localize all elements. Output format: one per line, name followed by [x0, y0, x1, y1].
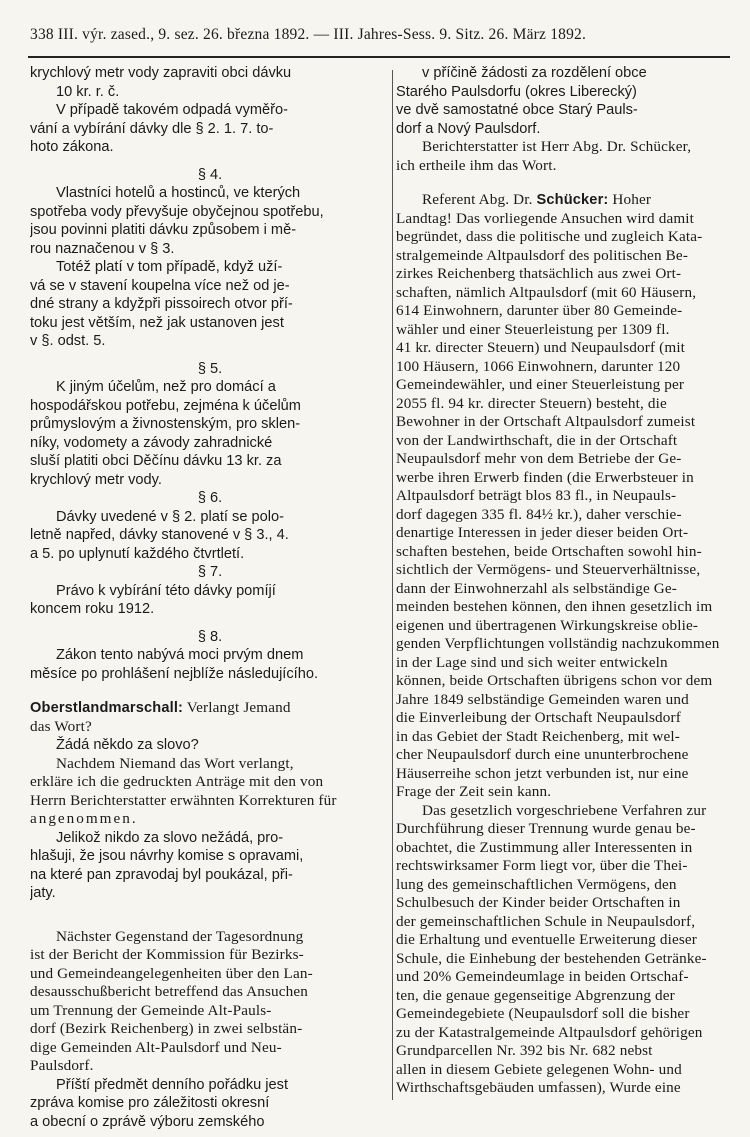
- text-line: v §. odst. 5.: [30, 333, 106, 349]
- text-line: die Einverleibung der Ortschaft Neupaulsdorf: [396, 709, 681, 726]
- text-line: Jahre 1849 selbständige Gemeinden waren und: [396, 690, 689, 708]
- text-line: na které pan zpravodaj byl poukázal, při-: [30, 866, 293, 883]
- text-line: werbe ihren Erwerb finden (die Erwerbsteuer in: [396, 468, 694, 486]
- text-line: letně napřed, dávky stanovené v § 3., 4.: [30, 527, 289, 543]
- text-line: Totéž platí v tom případě, když uží-: [56, 259, 283, 275]
- text-line: průmyslovým a živnostenským, pro sklen-: [30, 416, 301, 432]
- text-line: a 5. po uplynutí každého čtvrtletí.: [30, 545, 245, 562]
- text-line: wähler und einer Steuerleistung per 1309 fl.: [396, 320, 670, 338]
- text-line: Schule, die Einhebung der bestehenden Getränke-: [396, 949, 707, 967]
- text-line: dné strany a kdyžpři pissoirech otvor pří-: [30, 296, 293, 312]
- text-line: und Gemeindeangelegenheiten über den Lan-: [30, 964, 313, 982]
- section-heading: § 8.: [197, 628, 223, 645]
- text-line: dorf (Bezirk Reichenberg) in zwei selbstän-: [30, 1020, 303, 1037]
- text-line: Nachdem Niemand das Wort verlangt,: [56, 754, 294, 772]
- text-line: Altpaulsdorf beträgt blos 83 fl., in Neupauls-: [396, 487, 677, 504]
- text-line: Vlastníci hotelů a hostinců, ve kterých: [56, 185, 301, 201]
- text-line: toku jest větším, než jak ustanoven jest: [30, 314, 284, 331]
- rapporteur-name: Schücker:: [536, 192, 609, 208]
- text-line: Herrn Berichterstatter erwähnten Korrekturen für: [30, 791, 337, 809]
- text-line: das Wort?: [30, 717, 92, 735]
- text-line: sluší platiti obci Děčínu dávku 13 kr. za: [30, 453, 282, 469]
- text-line: Berichterstatter ist Herr Abg. Dr. Schücker,: [422, 138, 692, 155]
- text-line: Schulbesuch der Kinder beider Ortschaften in: [396, 894, 681, 911]
- text-line: stralgemeinde Altpaulsdorf des politischen Be-: [396, 246, 689, 264]
- column-divider: [392, 70, 393, 1100]
- rapporteur-suffix: Hoher: [612, 191, 652, 208]
- text-line: Právo k vybírání této dávky pomíjí: [56, 582, 276, 599]
- text-line: und 20% Gemeindeumlage in beiden Ortschaf-: [396, 968, 689, 985]
- section-heading: § 5.: [197, 360, 223, 377]
- text-line: Frage der Zeit sein kann.: [396, 783, 552, 800]
- text-line: spotřeba vody převyšuje obyčejnou spotřebu,: [30, 203, 324, 220]
- text-line: ten, die genaue gegenseitige Abgrenzung der: [396, 986, 675, 1004]
- text-line: cher Neupaulsdorf durch eine ununterbrochene: [396, 746, 689, 763]
- text-line: schaften bestehen, beide Ortschaften sowohl hin-: [396, 542, 702, 560]
- text-line: ve dvě samostatné obce Starý Pauls-: [396, 102, 638, 118]
- page-header: 338 III. výr. zased., 9. sez. 26. března 1892. — III. Jahres-Sess. 9. Sitz. 26. März 1892.: [30, 26, 587, 43]
- text-line: rechtswirksamer Form liegt vor, über die Thei-: [396, 857, 688, 874]
- text-line: Dávky uvedené v § 2. platí se polo-: [56, 508, 284, 525]
- text-line: Paulsdorf.: [30, 1057, 94, 1074]
- header-rule: [28, 56, 730, 58]
- text-line: Žádá někdo za slovo?: [56, 737, 199, 753]
- text-line: begründet, dass die politische und zugleich Kata-: [396, 228, 703, 245]
- text-line: können, beide Ortschaften übrigens schon vor dem: [396, 672, 713, 689]
- text-line: níky, vodomety a závody zahradnické: [30, 434, 273, 451]
- text-line: krychlový metr vody zapraviti obci dávku: [30, 65, 292, 81]
- text-line: Gemeindewähler, und einer Steuerleistung per: [396, 376, 685, 393]
- text-line: der gemeinschaftlichen Schule in Neupaulsdorf,: [396, 912, 696, 930]
- text-line: Durchführung dieser Trennung wurde genau be-: [396, 820, 696, 837]
- text-line: obachtet, die Zustimmung aller Interessenten in: [396, 838, 693, 856]
- text-line: ist der Bericht der Kommission für Bezirks-: [30, 946, 304, 963]
- text-line: rou naznačenou v § 3.: [30, 240, 175, 257]
- text-line: lung des gemeinschaftlichen Vermögens, den: [396, 875, 677, 893]
- text-line: allen in diesem Gebiete gelegenen Wohn- und: [396, 1060, 682, 1078]
- text-line: Das gesetzlich vorgeschriebene Verfahren zur: [422, 801, 707, 819]
- text-line: dige Gemeinden Alt-Paulsdorf und Neu-: [30, 1038, 282, 1056]
- text-line: zirkes Reichenberg thatsächlich aus zwei Ort-: [396, 265, 682, 282]
- text-line: 100 Häusern, 1066 Einwohnern, darunter 120: [396, 357, 681, 375]
- text-line: Grundparcellen Nr. 392 bis Nr. 682 nebst: [396, 1042, 653, 1059]
- text-line: jsou povinni platiti dávku způsobem i mě-: [30, 222, 297, 238]
- text-line: Zákon tento nabývá moci prvým dnem: [56, 647, 304, 663]
- text-line: schaften, nämlich Altpaulsdorf (mit 60 Häusern,: [396, 283, 697, 301]
- rapporteur-prefix: Referent Abg. Dr.: [422, 191, 533, 208]
- text-line: zpráva komise pro záležitosti okresní: [30, 1095, 270, 1111]
- text-line: v příčině žádosti za rozdělení obce: [422, 65, 647, 81]
- text-line: angenommen.: [30, 810, 138, 827]
- speaker-name: Oberstlandmarschall:: [30, 700, 184, 716]
- text-line: Wirthschaftsgebäuden umfassen), Wurde eine: [396, 1079, 681, 1096]
- text-line: Nächster Gegenstand der Tagesordnung: [56, 927, 304, 945]
- text-line: hoto zákona.: [30, 139, 114, 155]
- text-line: měsíce po prohlášení nejblíže následujícího.: [30, 665, 318, 682]
- text-line: von der Landwirthschaft, die in der Ortschaft: [396, 431, 678, 449]
- text-line: K jiným účelům, než pro domácí a: [56, 379, 276, 395]
- text-line: in der Lage sind und sich weiter entwickeln: [396, 653, 668, 671]
- text-line: vání a vybírání dávky dle § 2. 1. 7. to-: [30, 120, 274, 137]
- text-line: 2055 fl. 94 kr. directer Steuern) besteht, die: [396, 394, 667, 412]
- text-line: 10 kr. r. č.: [56, 83, 120, 100]
- speaker-line: [30, 699, 390, 718]
- text-line: V případě takovém odpadá vyměřo-: [56, 102, 289, 118]
- speaker-text: Verlangt Jemand: [186, 699, 291, 716]
- text-line: jaty.: [30, 885, 56, 901]
- right-column: [396, 64, 730, 1098]
- text-line: vá se v stavení koupelna více než od je-: [30, 277, 290, 294]
- text-line: hlašuji, že jsou návrhy komise s opravami,: [30, 848, 304, 864]
- section-heading: § 7.: [197, 564, 223, 580]
- text-line: desausschußbericht betreffend das Ansuchen: [30, 983, 309, 1000]
- section-heading: § 4.: [197, 166, 223, 183]
- text-line: a obecní o zprávě výboru zemského: [30, 1113, 265, 1130]
- text-line: Bewohner in der Ortschaft Altpaulsdorf zumeist: [396, 413, 696, 430]
- left-column: [30, 64, 390, 1131]
- text-line: zu der Katastralgemeinde Altpaulsdorf gehörigen: [396, 1023, 703, 1041]
- report-paragraph: [396, 802, 730, 1098]
- text-line: meinden bestehen können, den ihnen gesetzlich im: [396, 598, 713, 615]
- text-line: um Trennung der Gemeinde Alt-Pauls-: [30, 1001, 272, 1019]
- text-line: erkläre ich die gedruckten Anträge mit den von: [30, 773, 324, 790]
- text-line: Häuserreihe schon jetzt verbunden ist, nur eine: [396, 764, 689, 782]
- text-line: Jelikož nikdo za slovo nežádá, pro-: [56, 829, 284, 846]
- text-line: ich ertheile ihm das Wort.: [396, 156, 557, 174]
- text-line: denartige Interessen in jeder dieser beiden Ort-: [396, 524, 689, 541]
- text-line: sichtlich der Vermögens- und Steuerverhältnisse,: [396, 561, 701, 578]
- text-line: Gemeindegebiete (Neupaulsdorf soll die bisher: [396, 1005, 690, 1022]
- text-line: eigenen und übertragenen Wirkungskreise oblie-: [396, 616, 699, 634]
- text-line: 614 Einwohnern, darunter über 80 Gemeinde-: [396, 302, 683, 319]
- text-line: hospodářskou potřebu, zejména k účelům: [30, 397, 301, 414]
- text-line: die Erhaltung und eventuelle Erweiterung dieser: [396, 931, 697, 948]
- text-line: 41 kr. directer Steuern) und Neupaulsdorf (mit: [396, 339, 686, 356]
- text-line: koncem roku 1912.: [30, 601, 155, 617]
- text-line: Starého Paulsdorfu (okres Liberecký): [396, 83, 637, 100]
- text-line: genden Verpflichtungen vollständig nachzukommen: [396, 635, 720, 652]
- report-paragraph: [396, 210, 730, 802]
- text-line: krychlový metr vody.: [30, 471, 162, 488]
- text-line: dann der Einwohnerzahl als selbständige Ge-: [396, 579, 677, 597]
- text-line: Příští předmět denního pořádku jest: [56, 1076, 289, 1093]
- text-line: dorf dagegen 335 fl. 84½ kr.), daher verschie-: [396, 505, 682, 523]
- text-line: in das Gebiet der Stadt Reichenberg, mit wel-: [396, 727, 680, 745]
- speaker-line: [396, 191, 730, 210]
- text-line: Neupaulsdorf mehr von dem Betriebe der Ge-: [396, 450, 682, 467]
- text-line: Landtag! Das vorliegende Ansuchen wird damit: [396, 209, 695, 227]
- section-heading: § 6.: [197, 490, 223, 506]
- text-line: dorf a Nový Paulsdorf.: [396, 120, 541, 137]
